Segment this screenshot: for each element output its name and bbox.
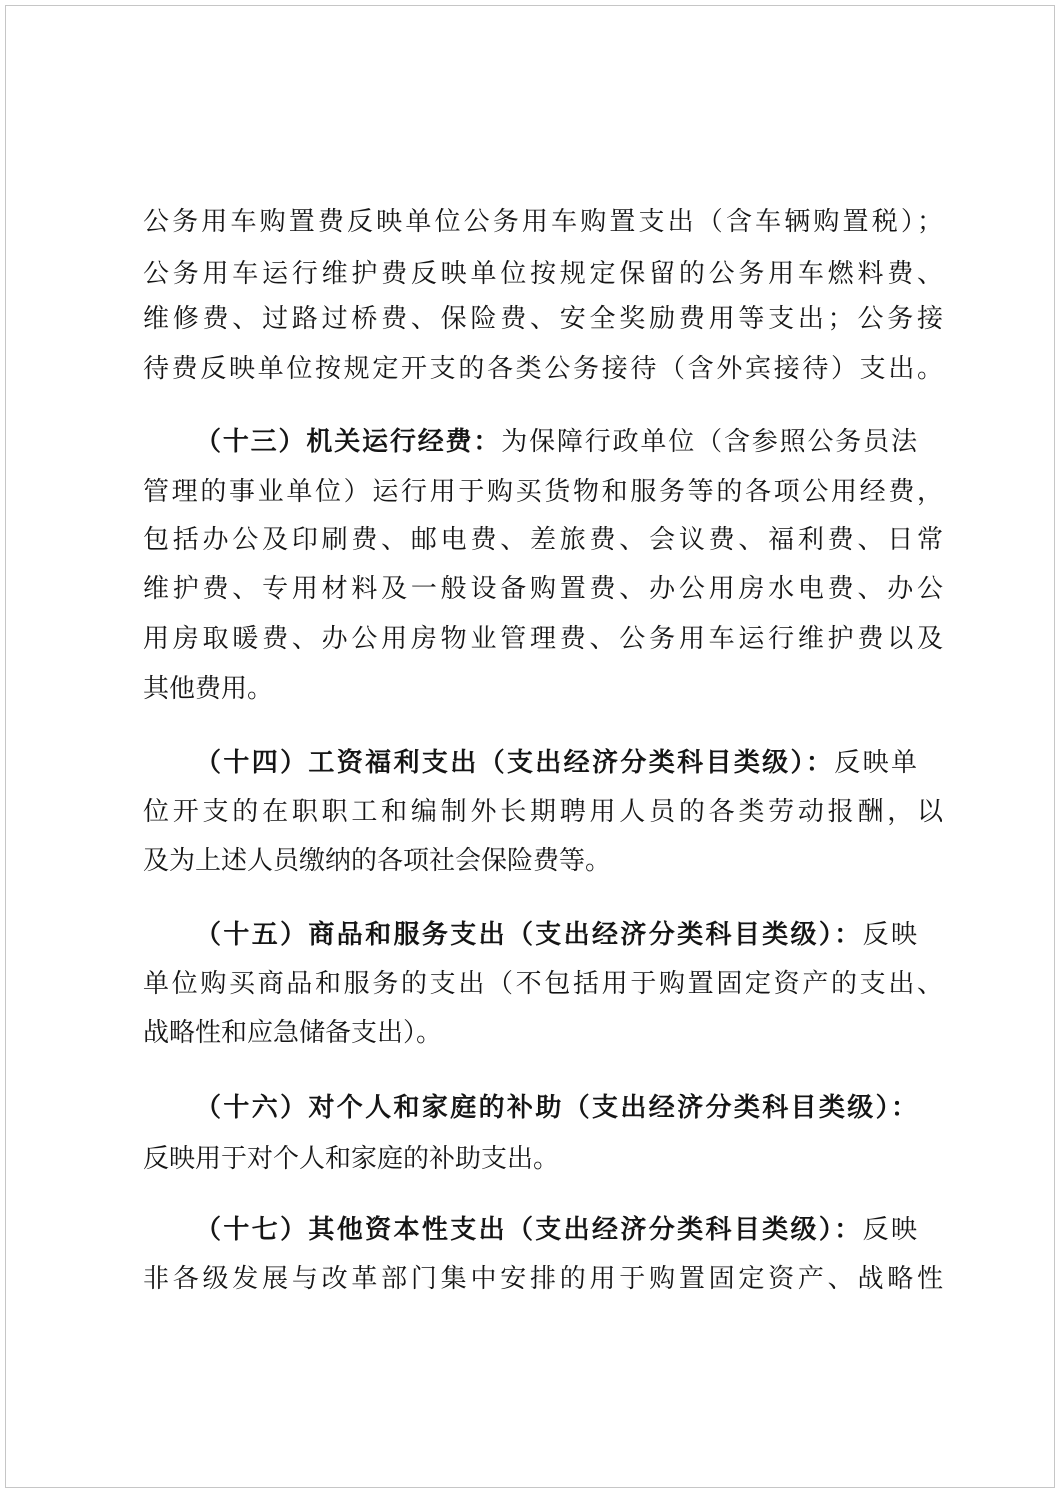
section-17-first-line	[195, 1210, 917, 1250]
section-17-heading: （十七）其他资本性支出（支出经济分类科目类级）：	[195, 1215, 863, 1245]
section-16-first-line	[195, 1088, 917, 1128]
text-line: 管理的事业单位）运行用于购买货物和服务等的各项公用经费，	[143, 477, 943, 507]
section-16-heading: （十六）对个人和家庭的补助（支出经济分类科目类级）：	[195, 1093, 917, 1123]
text-line: 其他费用。	[143, 674, 274, 704]
section-15-first-line	[195, 915, 917, 955]
text-line: 用房取暖费、办公用房物业管理费、公务用车运行维护费以及	[143, 624, 943, 654]
section-14-heading: （十四）工资福利支出（支出经济分类科目类级）：	[195, 748, 835, 778]
text-line: 单位购买商品和服务的支出（不包括用于购置固定资产的支出、	[143, 969, 943, 999]
section-13-text: 为保障行政单位（含参照公务员法	[501, 427, 917, 457]
section-15-heading: （十五）商品和服务支出（支出经济分类科目类级）：	[195, 920, 863, 950]
text-line: 维护费、专用材料及一般设备购置费、办公用房水电费、办公	[143, 574, 943, 604]
text-line: 待费反映单位按规定开支的各类公务接待（含外宾接待）支出。	[143, 354, 943, 384]
text-line: 及为上述人员缴纳的各项社会保险费等。	[143, 846, 612, 876]
text-line: 战略性和应急储备支出）。	[143, 1018, 443, 1048]
text-line: 位开支的在职职工和编制外长期聘用人员的各类劳动报酬，以	[143, 797, 943, 827]
section-13-heading: （十三）机关运行经费：	[195, 427, 502, 457]
text-line: 反映用于对个人和家庭的补助支出。	[143, 1144, 560, 1174]
section-14-first-line	[195, 743, 917, 783]
text-line: 公务用车运行维护费反映单位按规定保留的公务用车燃料费、	[143, 259, 943, 289]
section-15-text: 反映	[862, 920, 917, 950]
text-line: 公务用车购置费反映单位公务用车购置支出（含车辆购置税）；	[143, 207, 943, 237]
text-line: 非各级发展与改革部门集中安排的用于购置固定资产、战略性	[143, 1264, 943, 1294]
text-line: 包括办公及印刷费、邮电费、差旅费、会议费、福利费、日常	[143, 525, 943, 555]
section-13-first-line	[195, 422, 917, 462]
text-line: 维修费、过路过桥费、保险费、安全奖励费用等支出；公务接	[143, 304, 943, 334]
section-17-text: 反映	[862, 1215, 917, 1245]
section-14-text: 反映单	[834, 748, 917, 778]
